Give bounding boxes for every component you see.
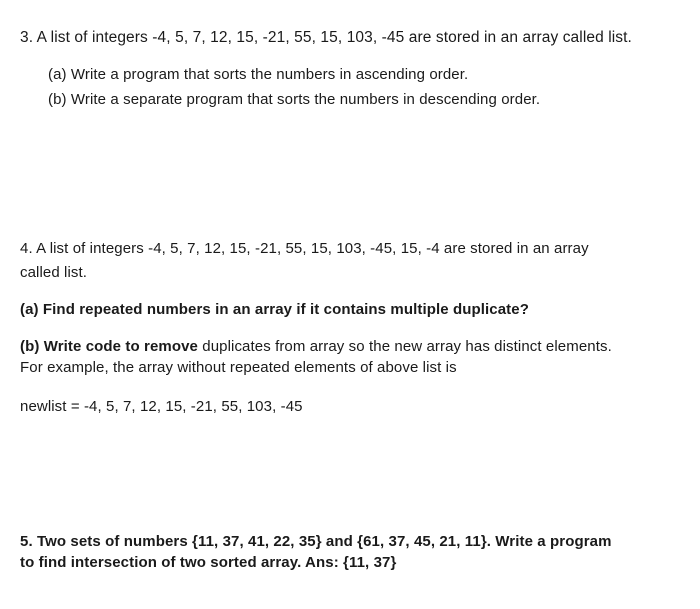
question-4-newlist: newlist = -4, 5, 7, 12, 15, -21, 55, 103, -45 (20, 398, 303, 415)
question-4-stem-line-1: 4. A list of integers -4, 5, 7, 12, 15, -21, 55, 15, 103, -45, 15, -4 are stored in an array (20, 240, 589, 257)
question-4-stem-line-2: called list. (20, 264, 88, 281)
question-4-part-b-prefix: (b) Write code to remove (20, 338, 198, 355)
question-3-part-b: (b) Write a separate program that sorts the numbers in descending order. (48, 91, 541, 108)
question-3-stem: 3. A list of integers -4, 5, 7, 12, 15, -21, 55, 15, 103, -45 are stored in an array called list. (20, 29, 632, 46)
question-4-part-b-suffix: duplicates from array so the new array has distinct elements. (197, 338, 612, 355)
question-4-part-b-line-2: For example, the array without repeated elements of above list is (20, 359, 457, 376)
question-4-part-b-line-1 (20, 337, 612, 357)
question-4-part-a: (a) Find repeated numbers in an array if it contains multiple duplicate? (20, 301, 529, 318)
question-5-line-1: 5. Two sets of numbers {11, 37, 41, 22, 35} and {61, 37, 45, 21, 11}. Write a program (20, 533, 612, 550)
question-5-line-2: to find intersection of two sorted array. Ans: {11, 37} (20, 554, 397, 571)
question-3-part-a: (a) Write a program that sorts the numbers in ascending order. (48, 66, 469, 83)
